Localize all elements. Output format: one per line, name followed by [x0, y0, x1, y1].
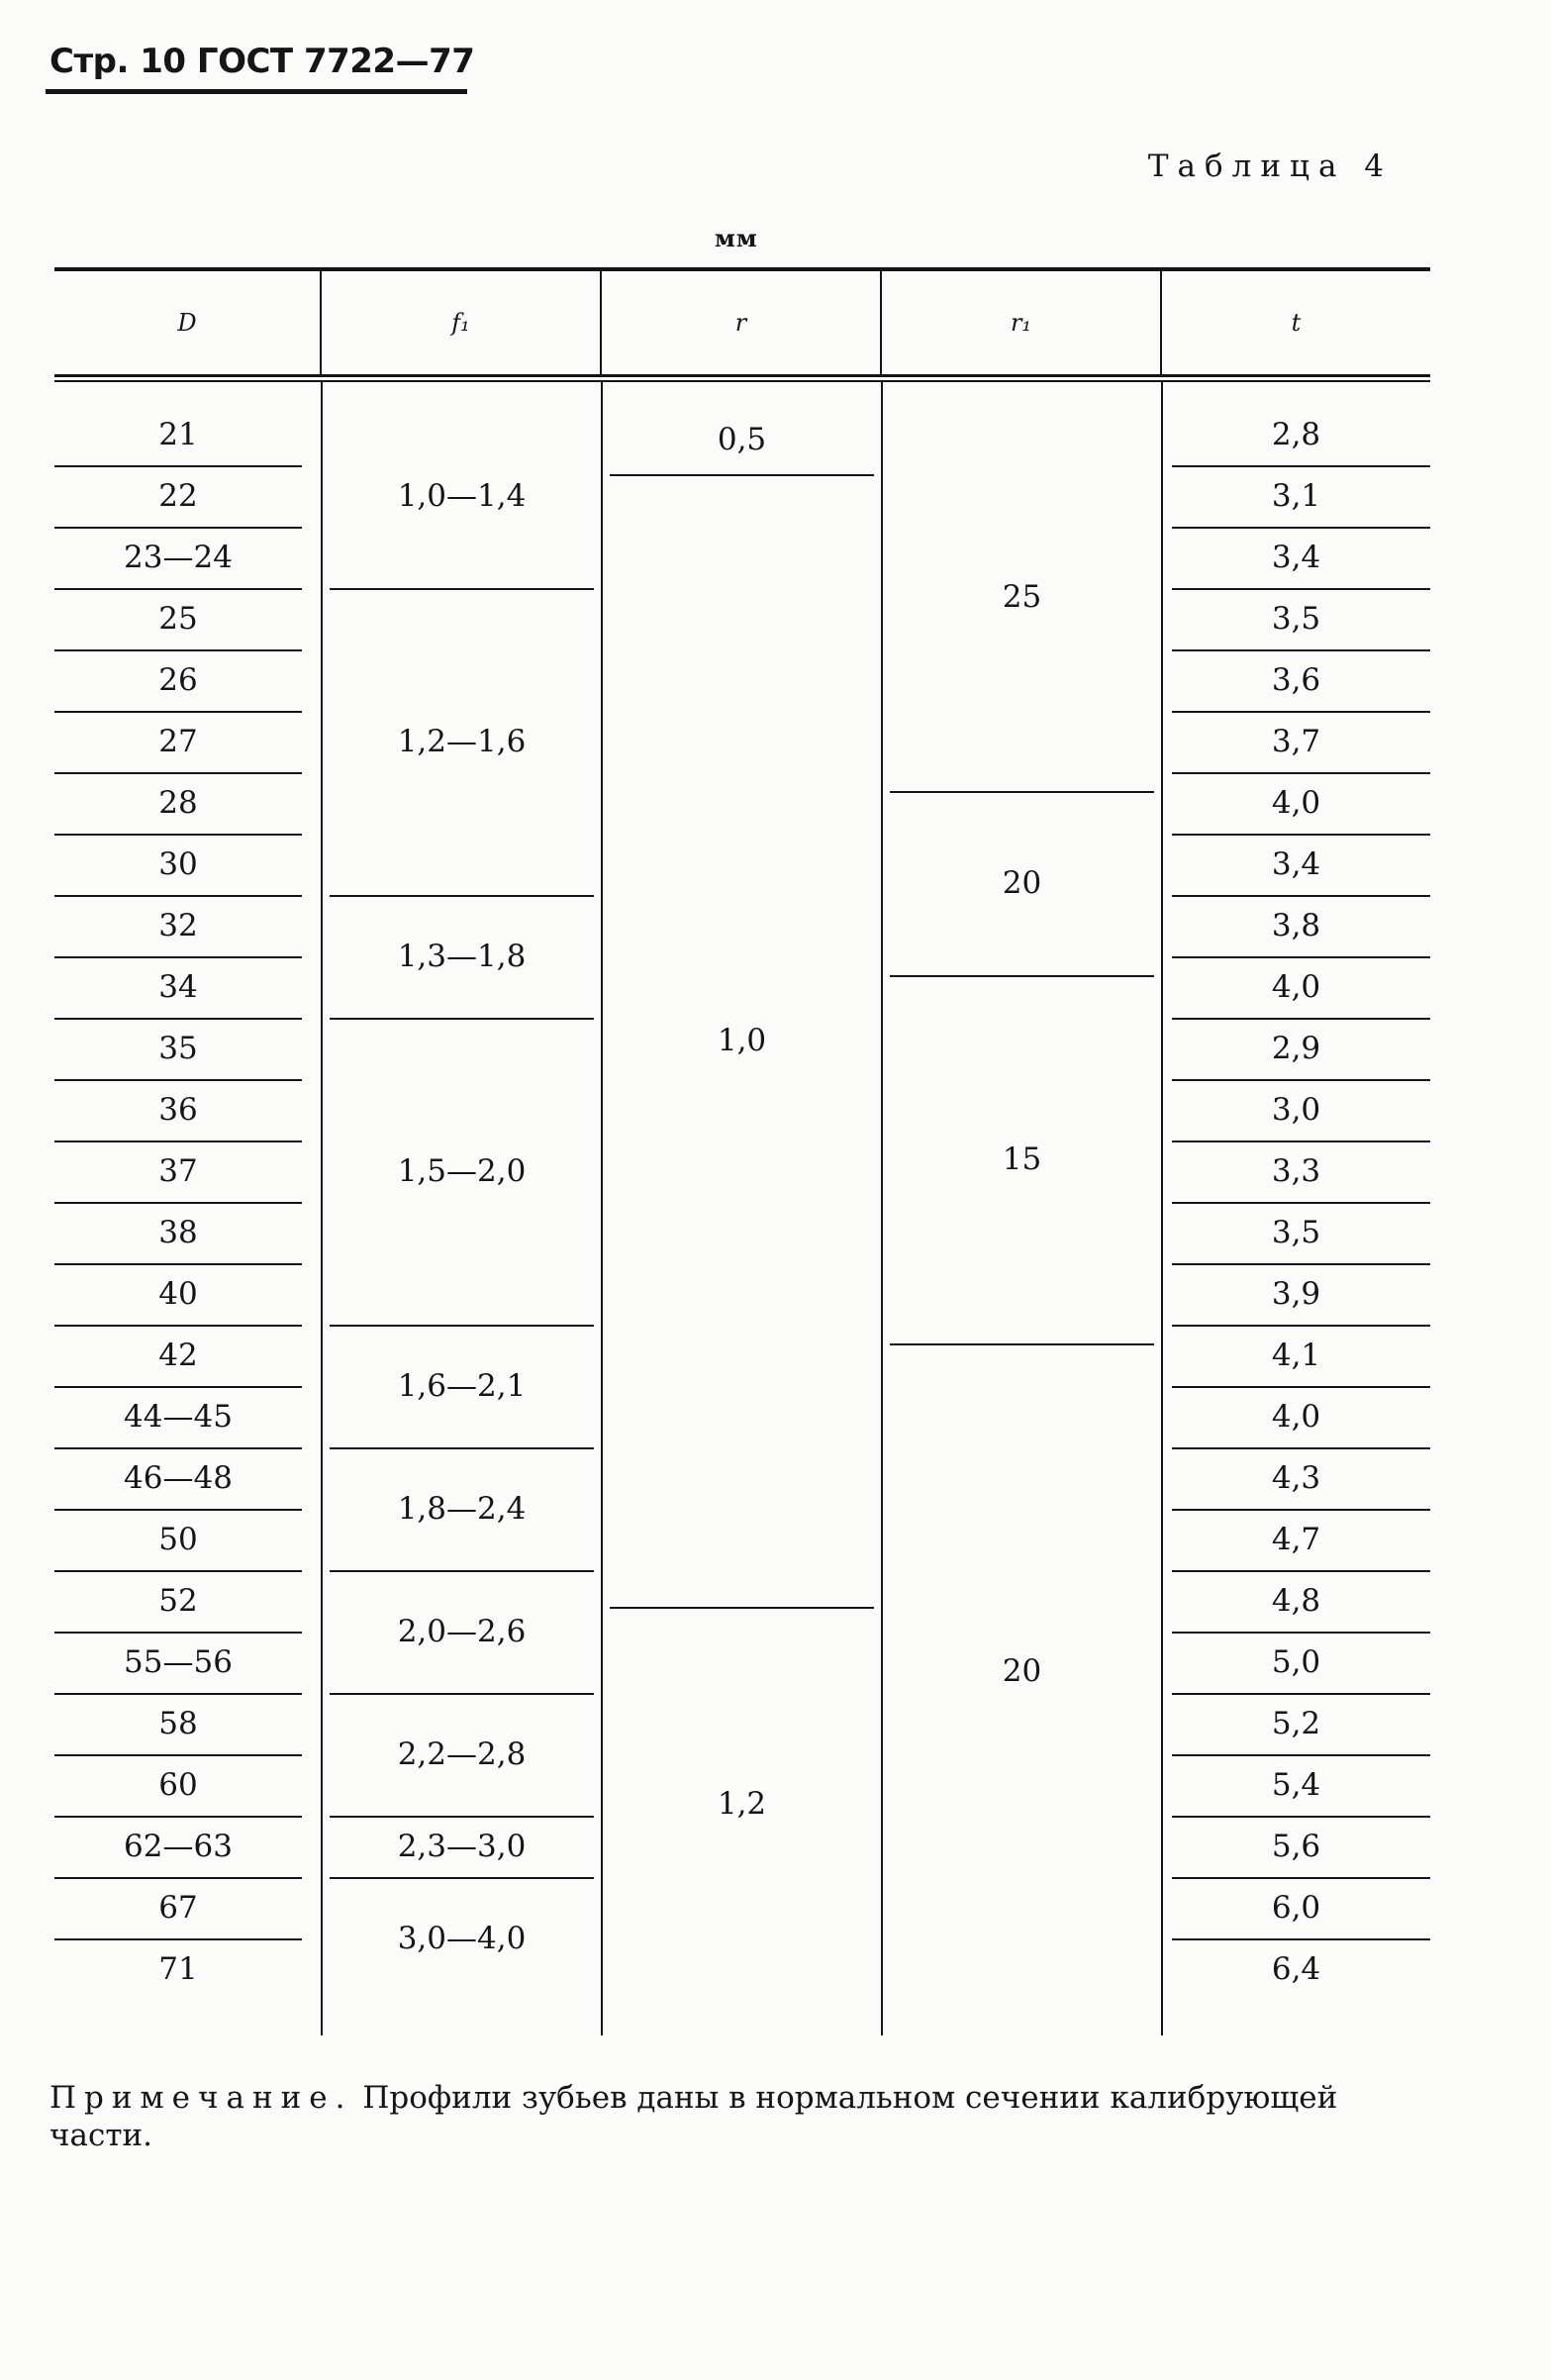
cell-f1: 2,3—3,0: [397, 1829, 527, 1864]
cell-t: 4,0: [1271, 785, 1321, 821]
cell-t: 5,0: [1271, 1644, 1321, 1680]
cell-D: 34: [158, 969, 198, 1005]
col-header-t: t: [1291, 309, 1302, 337]
cell-t: 3,6: [1271, 662, 1321, 698]
cell-t: 4,1: [1271, 1338, 1321, 1373]
cell-D: 55—56: [124, 1644, 233, 1680]
cell-D: 62—63: [124, 1829, 233, 1864]
cell-D: 26: [158, 662, 198, 698]
cell-D: 22: [158, 478, 198, 514]
cell-D: 21: [158, 417, 198, 452]
header-underline: [46, 89, 467, 94]
note-text: Профили зубьев даны в нормальном сечении калибрующей части.: [49, 2080, 1338, 2153]
cell-D: 52: [158, 1583, 198, 1619]
table-header-row: [54, 271, 1430, 374]
cell-f1: 1,3—1,8: [397, 939, 527, 974]
cell-D: 25: [158, 601, 198, 637]
cell-D: 44—45: [124, 1399, 233, 1435]
cell-f1: 2,0—2,6: [397, 1614, 527, 1649]
cell-t: 3,1: [1271, 478, 1321, 514]
cell-t: 6,0: [1271, 1890, 1321, 1926]
cell-D: 38: [158, 1215, 198, 1250]
cell-t: 4,3: [1271, 1460, 1321, 1496]
cell-t: 2,8: [1271, 417, 1321, 452]
cell-f1: 3,0—4,0: [397, 1921, 527, 1956]
table-title: Таблица 4: [1147, 149, 1393, 184]
cell-D: 40: [158, 1276, 198, 1312]
cell-t: 3,0: [1271, 1092, 1321, 1128]
col-header-r: r: [602, 271, 882, 374]
cell-f1: 1,5—2,0: [397, 1153, 527, 1189]
cell-r: 1,2: [717, 1785, 767, 1822]
cell-r1: 15: [1002, 1140, 1042, 1177]
cell-D: 60: [158, 1767, 198, 1803]
cell-r: 0,5: [717, 421, 767, 457]
cell-D: 30: [158, 846, 198, 882]
cell-t: 4,8: [1271, 1583, 1321, 1619]
col-header-f1: f₁: [322, 271, 602, 374]
cell-t: 3,8: [1271, 908, 1321, 943]
cell-t: 2,9: [1271, 1031, 1321, 1066]
cell-D: 50: [158, 1522, 198, 1557]
cell-t: 3,4: [1271, 540, 1321, 575]
cell-t: 3,9: [1271, 1276, 1321, 1312]
note-label: Примечание.: [49, 2080, 353, 2116]
cell-D: 71: [158, 1951, 198, 1987]
cell-f1: 1,0—1,4: [397, 478, 527, 514]
cell-D: 42: [158, 1338, 198, 1373]
cell-D: 37: [158, 1153, 198, 1189]
unit-label: мм: [715, 224, 758, 252]
cell-t: 4,7: [1271, 1522, 1321, 1557]
cell-f1: 1,6—2,1: [397, 1368, 527, 1404]
cell-D: 58: [158, 1706, 198, 1741]
cell-r: 1,0: [717, 1023, 767, 1059]
table-body: [54, 382, 1430, 2035]
cell-t: 3,4: [1271, 846, 1321, 882]
cell-D: 27: [158, 724, 198, 759]
cell-t: 5,2: [1271, 1706, 1321, 1741]
cell-D: 28: [158, 785, 198, 821]
cell-t: 5,6: [1271, 1829, 1321, 1864]
page-header: Стр. 10 ГОСТ 7722—77: [49, 42, 475, 81]
cell-f1: 1,2—1,6: [397, 724, 527, 759]
cell-f1: 1,8—2,4: [397, 1491, 527, 1527]
header-double-rule: [54, 374, 1430, 382]
cell-t: 4,0: [1271, 969, 1321, 1005]
cell-t: 6,4: [1271, 1951, 1321, 1987]
cell-t: 3,7: [1271, 724, 1321, 759]
cell-D: 36: [158, 1092, 198, 1128]
cell-t: 3,5: [1271, 1215, 1321, 1250]
cell-D: 32: [158, 908, 198, 943]
cell-D: 35: [158, 1031, 198, 1066]
cell-t: 3,3: [1271, 1153, 1321, 1189]
cell-t: 5,4: [1271, 1767, 1321, 1803]
cell-D: 67: [158, 1890, 198, 1926]
cell-f1: 2,2—2,8: [397, 1736, 527, 1772]
cell-r1: 25: [1002, 579, 1042, 616]
cell-t: 3,5: [1271, 601, 1321, 637]
col-header-r1: r₁: [882, 271, 1162, 374]
data-table: [54, 267, 1430, 2035]
cell-t: 4,0: [1271, 1399, 1321, 1435]
col-header-D: D: [54, 271, 322, 374]
cell-r1: 20: [1002, 1653, 1042, 1690]
cell-r1: 20: [1002, 864, 1042, 901]
cell-D: 23—24: [124, 540, 233, 575]
cell-D: 46—48: [124, 1460, 233, 1496]
table-note: [49, 2079, 1435, 2154]
